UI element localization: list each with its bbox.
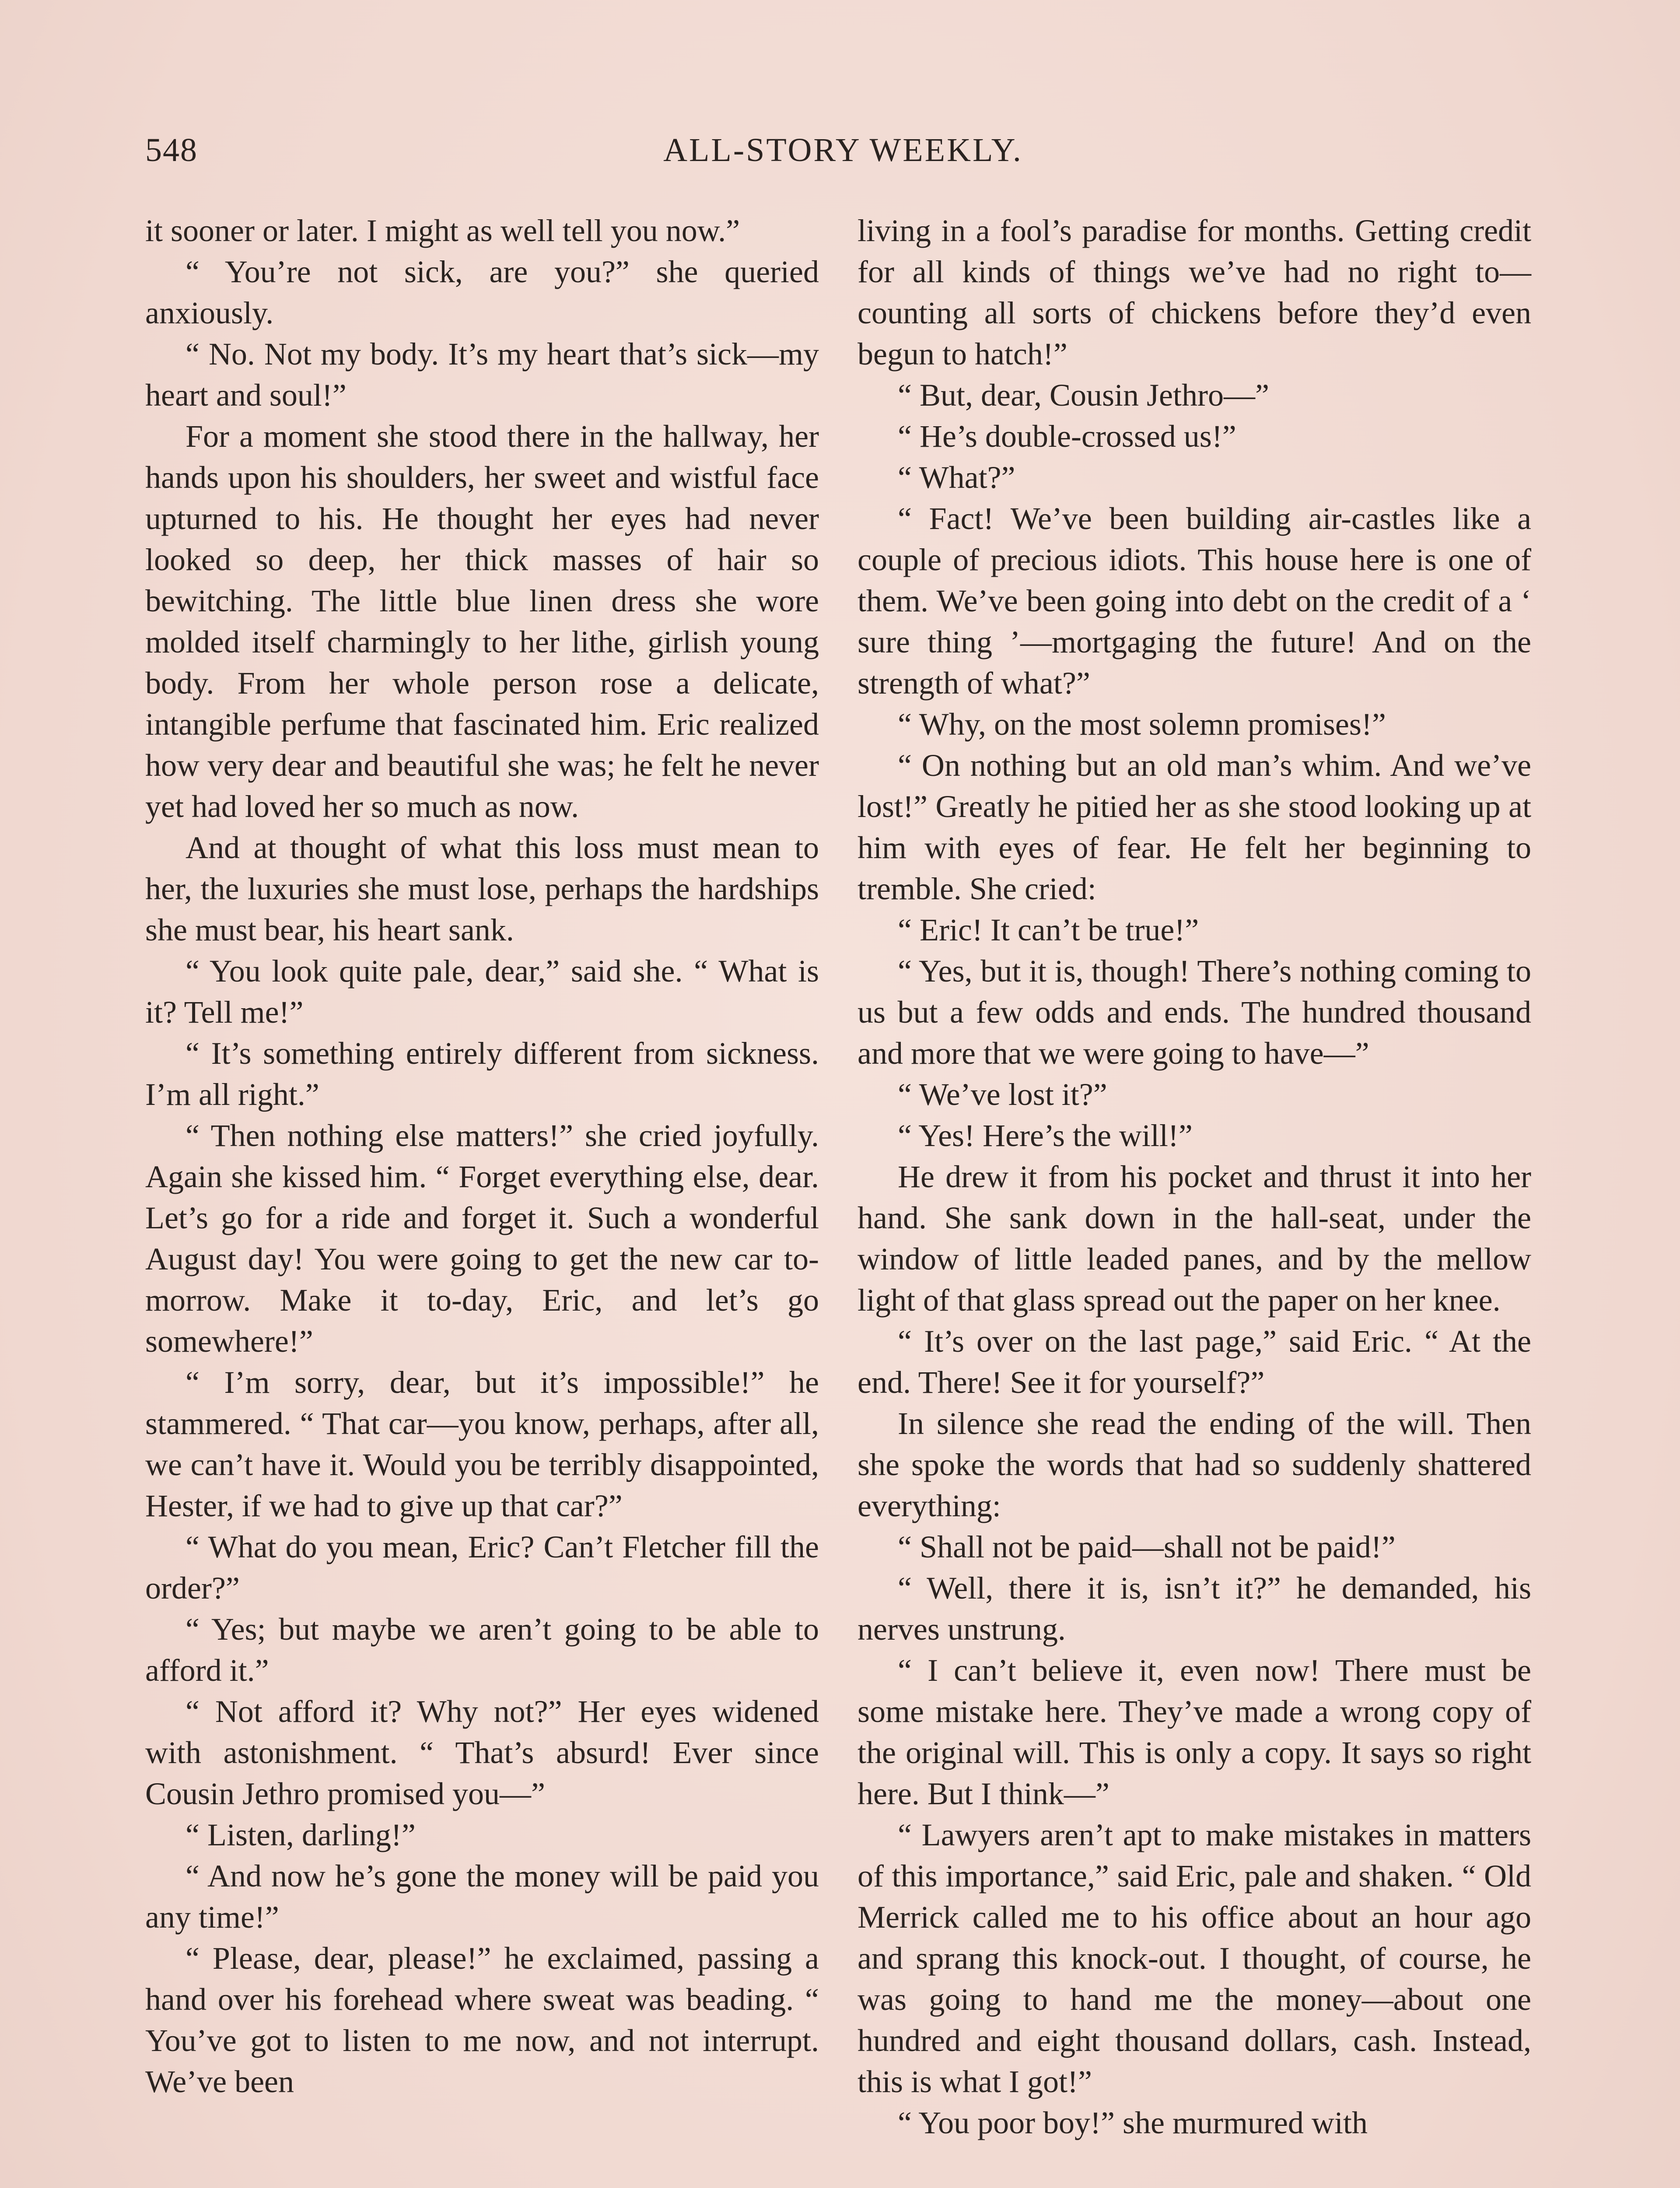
paragraph: “ On nothing but an old man’s whim. And we’ve lost!” Greatly he pitied her as she stood looking up at him with eyes of fear. He felt her beginning to tremble. She cried: [858, 748, 1531, 906]
paragraph: In silence she read the ending of the will. Then she spoke the words that had so suddenly shattered everything: [858, 1406, 1531, 1523]
page-number: 548 [145, 132, 198, 168]
paragraph: “ He’s double-crossed us!” [898, 419, 1236, 454]
paragraph: “ And now he’s gone the money will be paid you any time!” [145, 1858, 819, 1935]
paragraph: “ Well, there it is, isn’t it?” he demanded, his nerves unstrung. [858, 1571, 1531, 1647]
paragraph: “ Fact! We’ve been building air-castles like a couple of precious idiots. This house here is one of them. We’ve been going into debt on the credit of a ‘ sure thing ’—mortgaging the future! And on the strength of what?” [858, 501, 1531, 701]
paragraph: “ Listen, darling!” [186, 1817, 416, 1852]
paragraph: “ No. Not my body. It’s my heart that’s sick—my heart and soul!” [145, 337, 819, 413]
paragraph: And at thought of what this loss must mean to her, the luxuries she must lose, perhaps the hardships she must bear, his heart sank. [145, 830, 819, 947]
running-title: ALL-STORY WEEKLY. [663, 132, 1023, 168]
paragraph: “ You’re not sick, are you?” she queried anxiously. [145, 254, 819, 330]
paragraph: “ Eric! It can’t be true!” [898, 912, 1199, 947]
paragraph: “ You poor boy!” she murmured with [898, 2105, 1368, 2140]
left-column [145, 210, 819, 2102]
paragraph: “ What do you mean, Eric? Can’t Fletcher fill the order?” [145, 1529, 819, 1606]
paragraph: “ Lawyers aren’t apt to make mistakes in matters of this importance,” said Eric, pale and shaken. “ Old Merrick called me to his office about an hour ago and sprang this knock-out. I thought, of course, he was going to hand me the money—about one hundred and eight thousand dollars, cash. Instead, this is what I got!” [858, 1817, 1531, 2099]
paragraph: He drew it from his pocket and thrust it into her hand. She sank down in the hall-seat, under the window of little leaded panes, and by the mellow light of that glass spread out the paper on her knee. [858, 1159, 1531, 1318]
page-header [145, 131, 1541, 179]
paragraph: “ But, dear, Cousin Jethro—” [898, 378, 1269, 413]
paragraph: “ It’s over on the last page,” said Eric. “ At the end. There! See it for yourself?” [858, 1324, 1531, 1400]
paragraph: it sooner or later. I might as well tell you now.” [145, 213, 740, 248]
paragraph: “ Please, dear, please!” he exclaimed, passing a hand over his forehead where sweat was beading. “ You’ve got to listen to me now, and not interrupt. We’ve been [145, 1941, 819, 2099]
paragraph: “ What?” [898, 460, 1015, 495]
paragraph: “ I can’t believe it, even now! There must be some mistake here. They’ve made a wrong copy of the original will. This is only a copy. It says so right here. But I think—” [858, 1653, 1531, 1811]
paragraph: “ Yes! Here’s the will!” [898, 1118, 1193, 1153]
paragraph: living in a fool’s paradise for months. Getting credit for all kinds of things we’ve had no right to—counting all sorts of chickens before they’d even begun to hatch!” [858, 213, 1531, 372]
paragraph: “ It’s something entirely different from sickness. I’m all right.” [145, 1036, 819, 1112]
paragraph: “ Not afford it? Why not?” Her eyes widened with astonishment. “ That’s absurd! Ever since Cousin Jethro promised you—” [145, 1694, 819, 1811]
paragraph: “ Then nothing else matters!” she cried joyfully. Again she kissed him. “ Forget everything else, dear. Let’s go for a ride and forget it. Such a wonderful August day! You were going to get the new car to-morrow. Make it to-day, Eric, and let’s go somewhere!” [145, 1118, 819, 1359]
paragraph: “ I’m sorry, dear, but it’s impossible!” he stammered. “ That car—you know, perhaps, after all, we can’t have it. Would you be terribly disappointed, Hester, if we had to give up that car?” [145, 1365, 819, 1523]
paragraph: “ Yes, but it is, though! There’s nothing coming to us but a few odds and ends. The hundred thousand and more that we were going to have—” [858, 954, 1531, 1071]
paragraph: “ Why, on the most solemn promises!” [898, 707, 1386, 742]
paragraph: “ You look quite pale, dear,” said she. “ What is it? Tell me!” [145, 954, 819, 1030]
paragraph: “ Yes; but maybe we aren’t going to be able to afford it.” [145, 1612, 819, 1688]
right-column [858, 210, 1531, 2143]
paragraph: “ We’ve lost it?” [898, 1077, 1107, 1112]
paragraph: “ Shall not be paid—shall not be paid!” [898, 1529, 1396, 1564]
paragraph: For a moment she stood there in the hallway, her hands upon his shoulders, her sweet and wistful face upturned to his. He thought her eyes had never looked so deep, her thick masses of hair so bewitching. The little blue linen dress she wore molded itself charmingly to her lithe, girlish young body. From her whole person rose a delicate, intangible perfume that fascinated him. Eric realized how very dear and beautiful she was; he felt he never yet had loved her so much as now. [145, 419, 819, 824]
